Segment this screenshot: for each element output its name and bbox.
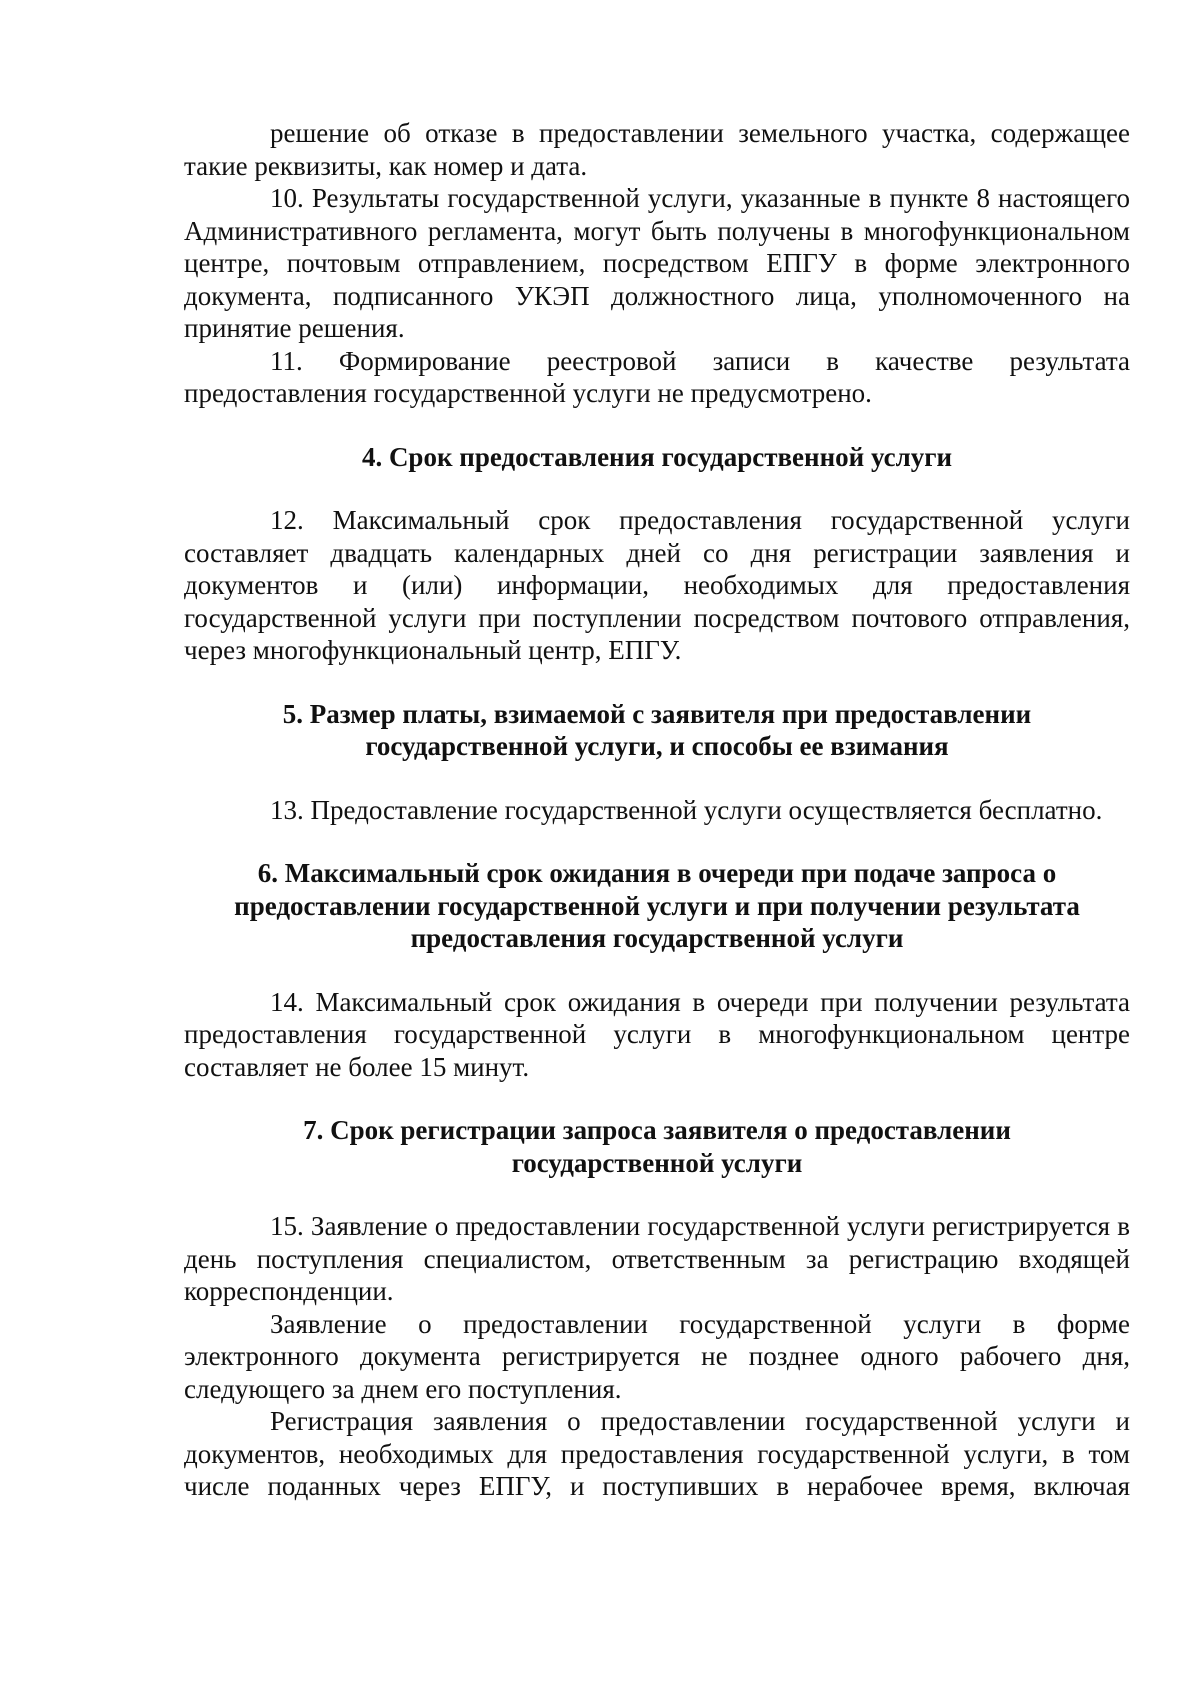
- section-heading-5-line-2: государственной услуги, и способы ее взимания: [365, 731, 949, 761]
- section-heading-6-line-1: 6. Максимальный срок ожидания в очереди при подаче запроса о: [257, 858, 1057, 888]
- paragraph-15-registration: Регистрация заявления о предоставлении государственной услуги и документов, необходимых для предоставления государственной услуги, в том числе поданных через ЕПГУ, и поступивших в нерабочее время, включая: [184, 1406, 1130, 1501]
- paragraph-11: 11. Формирование реестровой записи в качестве результата предоставления государственной услуги не предусмотрено.: [184, 345, 1130, 408]
- section-heading-4: [184, 441, 1130, 474]
- paragraph-continuation: решение об отказе в предоставлении земельного участка, содержащее такие реквизиты, как номер и дата.: [184, 118, 1130, 181]
- paragraph-15: 15. Заявление о предоставлении государственной услуги регистрируется в день поступления специалистом, ответственным за регистрацию входящей корреспонденции.: [184, 1211, 1130, 1306]
- section-heading-5-line-1: 5. Размер платы, взимаемой с заявителя при предоставлении: [282, 698, 1032, 729]
- paragraph-15-electronic: Заявление о предоставлении государственной услуги в форме электронного документа регистрируется не позднее одного рабочего дня, следующего за днем его поступления.: [184, 1308, 1130, 1404]
- paragraph-13: 13. Предоставление государственной услуги осуществляется бесплатно.: [270, 794, 1103, 825]
- section-heading-6-line-2: предоставлении государственной услуги и при получении результата: [234, 890, 1080, 921]
- section-heading-7: [184, 1114, 1130, 1179]
- section-heading-5: [184, 698, 1130, 763]
- paragraph-12: 12. Максимальный срок предоставления государственной услуги составляет двадцать календарных дней со дня регистрации заявления и документов и (или) информации, необходимых для предоставления государственной услуги при поступлении посредством почтового отправления, через многофункциональный центр, ЕПГУ.: [184, 505, 1130, 665]
- document-body: [184, 117, 1130, 1503]
- section-heading-7-line-2: государственной услуги: [511, 1147, 803, 1178]
- section-heading-6: [184, 857, 1130, 955]
- paragraph-10: 10. Результаты государственной услуги, указанные в пункте 8 настоящего Административного регламента, могут быть получены в многофункциональном центре, почтовым отправлением, посредством ЕПГУ в форме электронного документа, подписанного УКЭП должностного лица, уполномоченного на принятие решения.: [184, 183, 1130, 343]
- section-heading-6-line-3: предоставления государственной услуги: [410, 923, 904, 953]
- section-heading-4-text: 4. Срок предоставления государственной услуги: [361, 441, 953, 472]
- section-heading-7-line-1: 7. Срок регистрации запроса заявителя о предоставлении: [303, 1115, 1011, 1145]
- paragraph-14: 14. Максимальный срок ожидания в очереди при получении результата предоставления государственной услуги в многофункциональном центре составляет не более 15 минут.: [184, 986, 1130, 1082]
